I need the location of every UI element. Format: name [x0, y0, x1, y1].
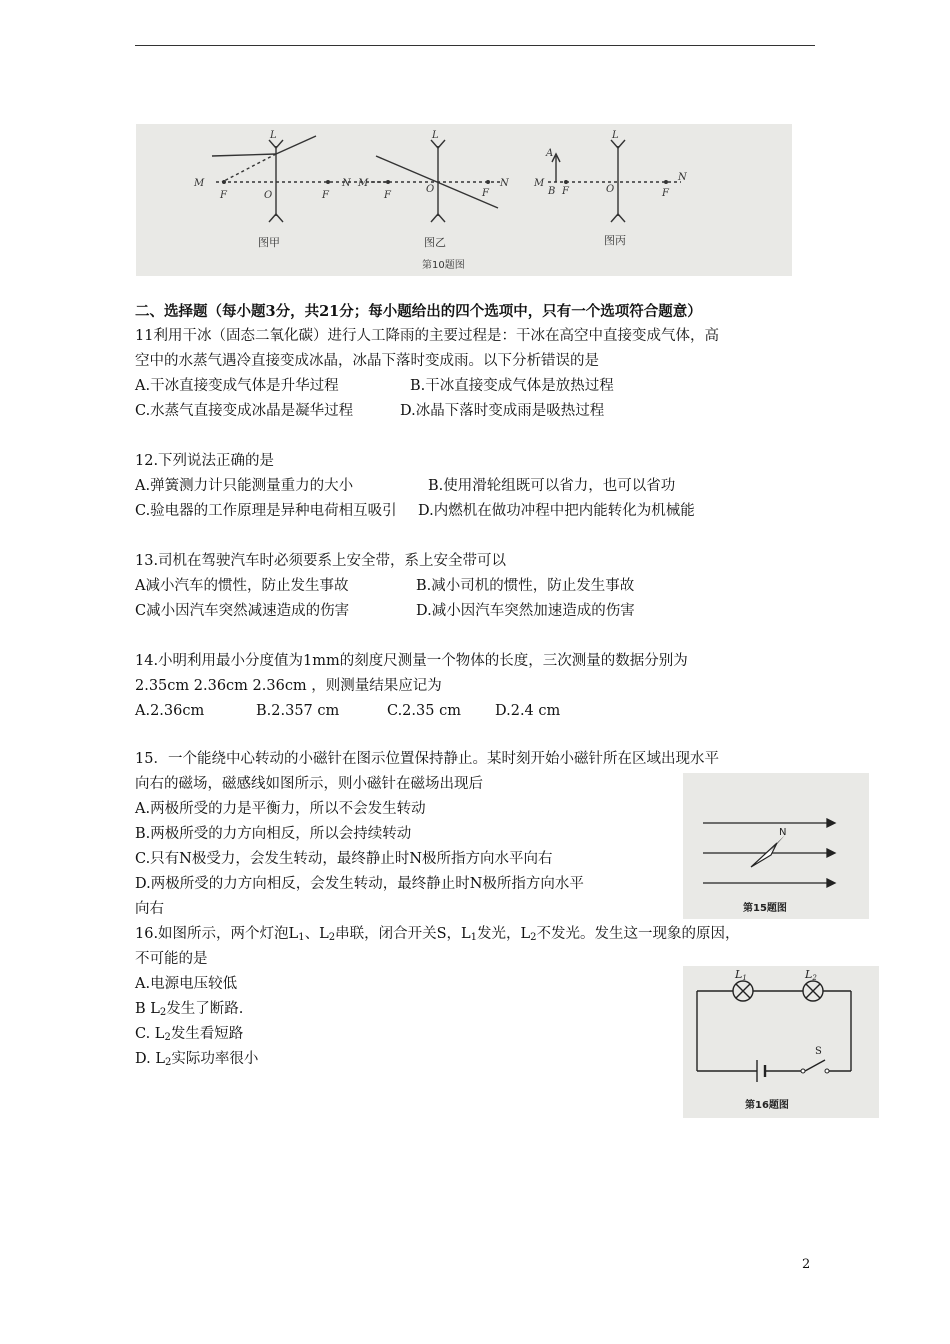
- q16-stem-line2: 不可能的是: [135, 951, 208, 967]
- q14-option-a: A.2.36cm: [135, 703, 205, 719]
- page-number: 2: [802, 1257, 811, 1272]
- figure-16-svg: [683, 966, 879, 1118]
- fig10-N-2: N: [500, 178, 509, 189]
- q13-stem: 13.司机在驾驶汽车时必须要系上安全带，系上安全带可以: [135, 553, 507, 569]
- q13-option-b: B.减小司机的惯性，防止发生事故: [416, 578, 635, 594]
- q15-option-b: B.两极所受的力方向相反，所以会持续转动: [135, 826, 412, 842]
- q12-option-a: A.弹簧测力计只能测量重力的大小: [135, 478, 354, 494]
- fig10-caption: 第10题图: [422, 260, 465, 271]
- figure-15: [683, 773, 869, 919]
- q12-option-c: C.验电器的工作原理是异种电荷相互吸引: [135, 503, 397, 519]
- fig10-O-1: O: [264, 190, 273, 201]
- q16-option-a: A.电源电压较低: [135, 976, 238, 992]
- q11-stem-line1: 11利用干冰（固态二氧化碳）进行人工降雨的主要过程是：干冰在高空中直接变成气体，高: [135, 328, 719, 344]
- q13-option-d: D.减小因汽车突然加速造成的伤害: [416, 603, 635, 619]
- fig16-s-label: S: [815, 1046, 822, 1057]
- q13-option-a: A减小汽车的惯性，防止发生事故: [135, 578, 349, 594]
- q15-option-a: A.两极所受的力是平衡力，所以不会发生转动: [135, 801, 426, 817]
- q11-option-d: D.冰晶下落时变成雨是吸热过程: [400, 403, 605, 419]
- fig10-O-3: O: [606, 184, 615, 195]
- q14-option-c: C.2.35 cm: [387, 703, 461, 719]
- q14-stem-line1: 14.小明利用最小分度值为1mm的刻度尺测量一个物体的长度，三次测量的数据分别为: [135, 653, 688, 669]
- fig10-F-2: F: [322, 190, 329, 201]
- fig10-B: B: [548, 186, 556, 197]
- fig10-N-1: N: [342, 178, 351, 189]
- fig10-panel-3: 图丙: [604, 234, 626, 247]
- figure-10-svg: [136, 124, 792, 276]
- q11-option-a: A.干冰直接变成气体是升华过程: [135, 378, 339, 394]
- fig10-L-1: L: [270, 130, 277, 141]
- q16-option-d: D. $L_2$实际功率很小: [135, 1051, 259, 1068]
- fig15-n-label: N: [779, 827, 787, 838]
- figure-15-svg: [683, 773, 869, 919]
- q12-option-d: D.内燃机在做功冲程中把内能转化为机械能: [418, 503, 695, 519]
- q15-option-c: C.只有N极受力，会发生转动，最终静止时N极所指方向水平向右: [135, 851, 553, 867]
- fig10-M-2: M: [358, 178, 369, 189]
- fig10-O-2: O: [426, 184, 435, 195]
- q15-option-d-line2: 向右: [135, 901, 164, 917]
- q14-option-d: D.2.4 cm: [495, 703, 561, 719]
- fig16-caption: 第16题图: [745, 1100, 789, 1111]
- q12-stem: 12.下列说法正确的是: [135, 453, 275, 469]
- fig10-F-6: F: [662, 188, 669, 199]
- fig15-caption: 第15题图: [743, 903, 787, 914]
- fig10-F-3: F: [384, 190, 391, 201]
- fig16-l1-label: L1: [735, 968, 747, 982]
- figure-16: [683, 966, 879, 1118]
- fig10-M-1: M: [194, 178, 205, 189]
- q13-option-c: C减小因汽车突然减速造成的伤害: [135, 603, 350, 619]
- section-heading: 二、选择题（每小题3分，共21分；每小题给出的四个选项中，只有一个选项符合题意）: [135, 303, 702, 320]
- fig10-A: A: [546, 148, 554, 159]
- fig10-F-1: F: [220, 190, 227, 201]
- q11-stem-line2: 空中的水蒸气遇冷直接变成冰晶，冰晶下落时变成雨。以下分析错误的是: [135, 353, 599, 369]
- figure-10: [136, 124, 792, 276]
- fig10-N-3: N: [678, 172, 687, 183]
- q15-stem-line1: 15．一个能绕中心转动的小磁针在图示位置保持静止。某时刻开始小磁针所在区域出现水平: [135, 751, 719, 767]
- q16-option-c: C. $L_2$发生看短路: [135, 1026, 244, 1043]
- fig10-panel-2: 图乙: [424, 236, 446, 249]
- fig10-L-2: L: [432, 130, 439, 141]
- fig10-L-3: L: [612, 130, 619, 141]
- fig16-l2-label: L2: [805, 968, 817, 982]
- q12-option-b: B.使用滑轮组既可以省力，也可以省功: [428, 478, 676, 494]
- fig10-M-3: M: [534, 178, 545, 189]
- q16-option-b: B $L_2$发生了断路.: [135, 1001, 244, 1018]
- q11-option-c: C.水蒸气直接变成冰晶是凝华过程: [135, 403, 354, 419]
- q14-stem-line2: 2.35cm 2.36cm 2.36cm ，则测量结果应记为: [135, 678, 442, 694]
- q14-option-b: B.2.357 cm: [256, 703, 340, 719]
- fig10-F-4: F: [482, 188, 489, 199]
- q11-option-b: B.干冰直接变成气体是放热过程: [410, 378, 614, 394]
- fig10-panel-1: 图甲: [258, 236, 280, 249]
- header-rule: [135, 45, 815, 46]
- q15-stem-line2: 向右的磁场，磁感线如图所示，则小磁针在磁场出现后: [135, 776, 483, 792]
- q16-stem-line1: 16.如图所示，两个灯泡$L_1$、$L_2$串联，闭合开关S，$L_1$发光，$L_2$不发光。发生这一现象的原因，: [135, 926, 740, 943]
- fig10-F-5: F: [562, 186, 569, 197]
- q15-option-d-line1: D.两极所受的力方向相反，会发生转动，最终静止时N极所指方向水平: [135, 876, 584, 892]
